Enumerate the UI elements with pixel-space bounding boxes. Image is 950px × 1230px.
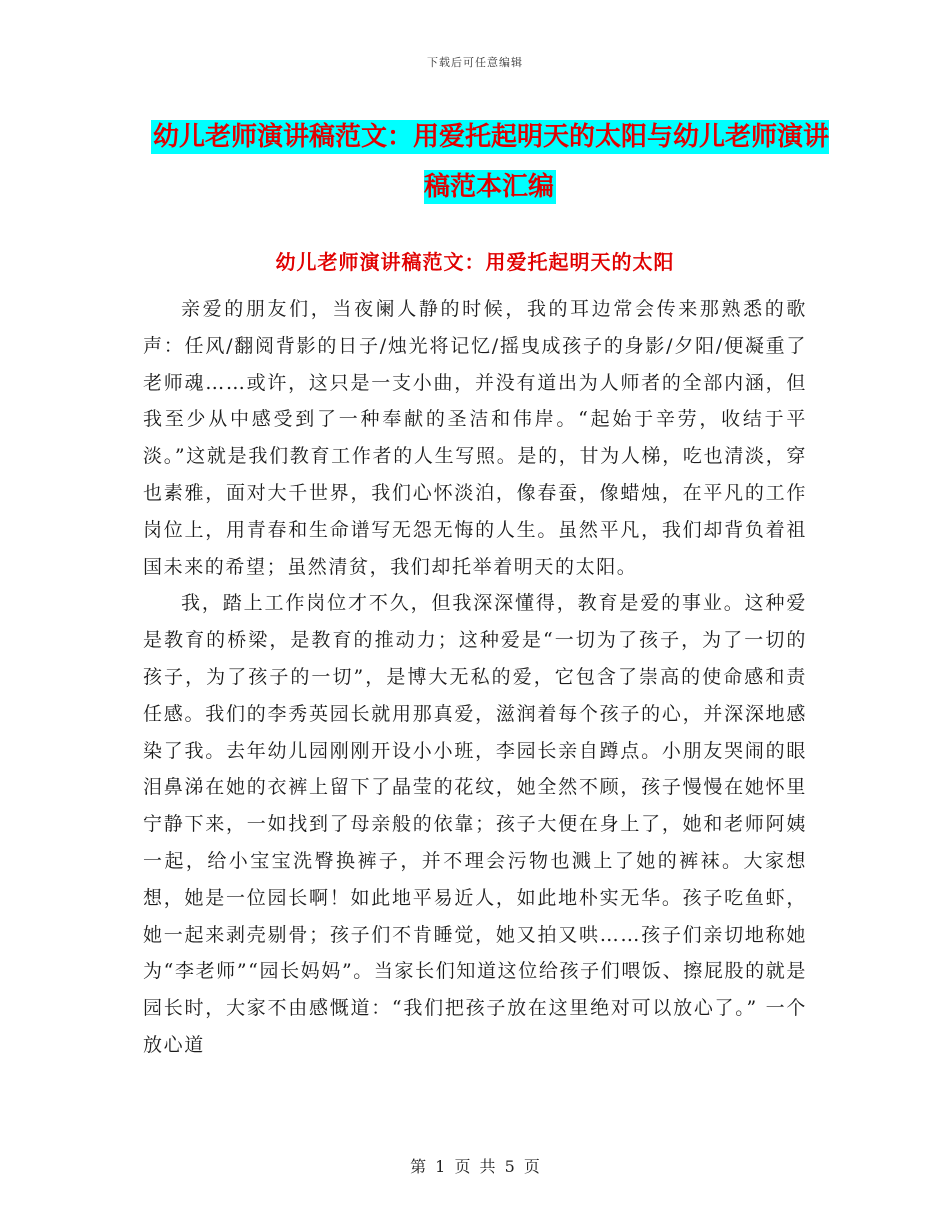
paragraph-2: 我，踏上工作岗位才不久，但我深深懂得，教育是爱的事业。这种爱是教育的桥梁，是教育的推动力；这种爱是“一切为了孩子，为了一切的孩子，为了孩子的一切”，是博大无私的爱，它包含了崇高的使命感和责任感。我们的李秀英园长就用那真爱，滋润着每个孩子的心，并深深地感染了我。去年幼儿园刚刚开设小小班，李园长亲自蹲点。小朋友哭闹的眼泪鼻涕在她的衣裤上留下了晶莹的花纹，她全然不顾，孩子慢慢在她怀里宁静下来，一如找到了母亲般的依靠；孩子大便在身上了，她和老师阿姨一起，给小宝宝洗臀换裤子，并不理会污物也溅上了她的裤袜。大家想想，她是一位园长啊！如此地平易近人，如此地朴实无华。孩子吃鱼虾，她一起来剥壳剔骨；孩子们不肯睡觉，她又拍又哄……孩子们亲切地称她为“李老师”“园长妈妈”。当家长们知道这位给孩子们喂饭、擦屁股的就是园长时，大家不由感慨道：“我们把孩子放在这里绝对可以放心了。” 一个放心道 (143, 592, 807, 1056)
page-number-footer: 第 1 页 共 5 页 (410, 1157, 540, 1176)
document-title (150, 112, 830, 212)
document-title-text: 幼儿老师演讲稿范文：用爱托起明天的太阳与幼儿老师演讲稿范本汇编 (152, 122, 829, 202)
document-body (143, 291, 807, 1064)
section-title: 幼儿老师演讲稿范文：用爱托起明天的太阳 (275, 250, 675, 274)
page-header-note: 下载后可任意编辑 (427, 56, 523, 69)
paragraph-1: 亲爱的朋友们，当夜阑人静的时候，我的耳边常会传来那熟悉的歌声：任风/翻阅背影的日子/烛光将记忆/摇曳成孩子的身影/夕阳/便凝重了老师魂……或许，这只是一支小曲，并没有道出为人师者的全部内涵，但我至少从中感受到了一种奉献的圣洁和伟岸。“起始于辛劳，收结于平淡。”这就是我们教育工作者的人生写照。是的，甘为人梯，吃也清淡，穿也素雅，面对大千世界，我们心怀淡泊，像春蚕，像蜡烛，在平凡的工作岗位上，用青春和生命谱写无怨无悔的人生。虽然平凡，我们却背负着祖国未来的希望；虽然清贫，我们却托举着明天的太阳。 (143, 298, 807, 578)
